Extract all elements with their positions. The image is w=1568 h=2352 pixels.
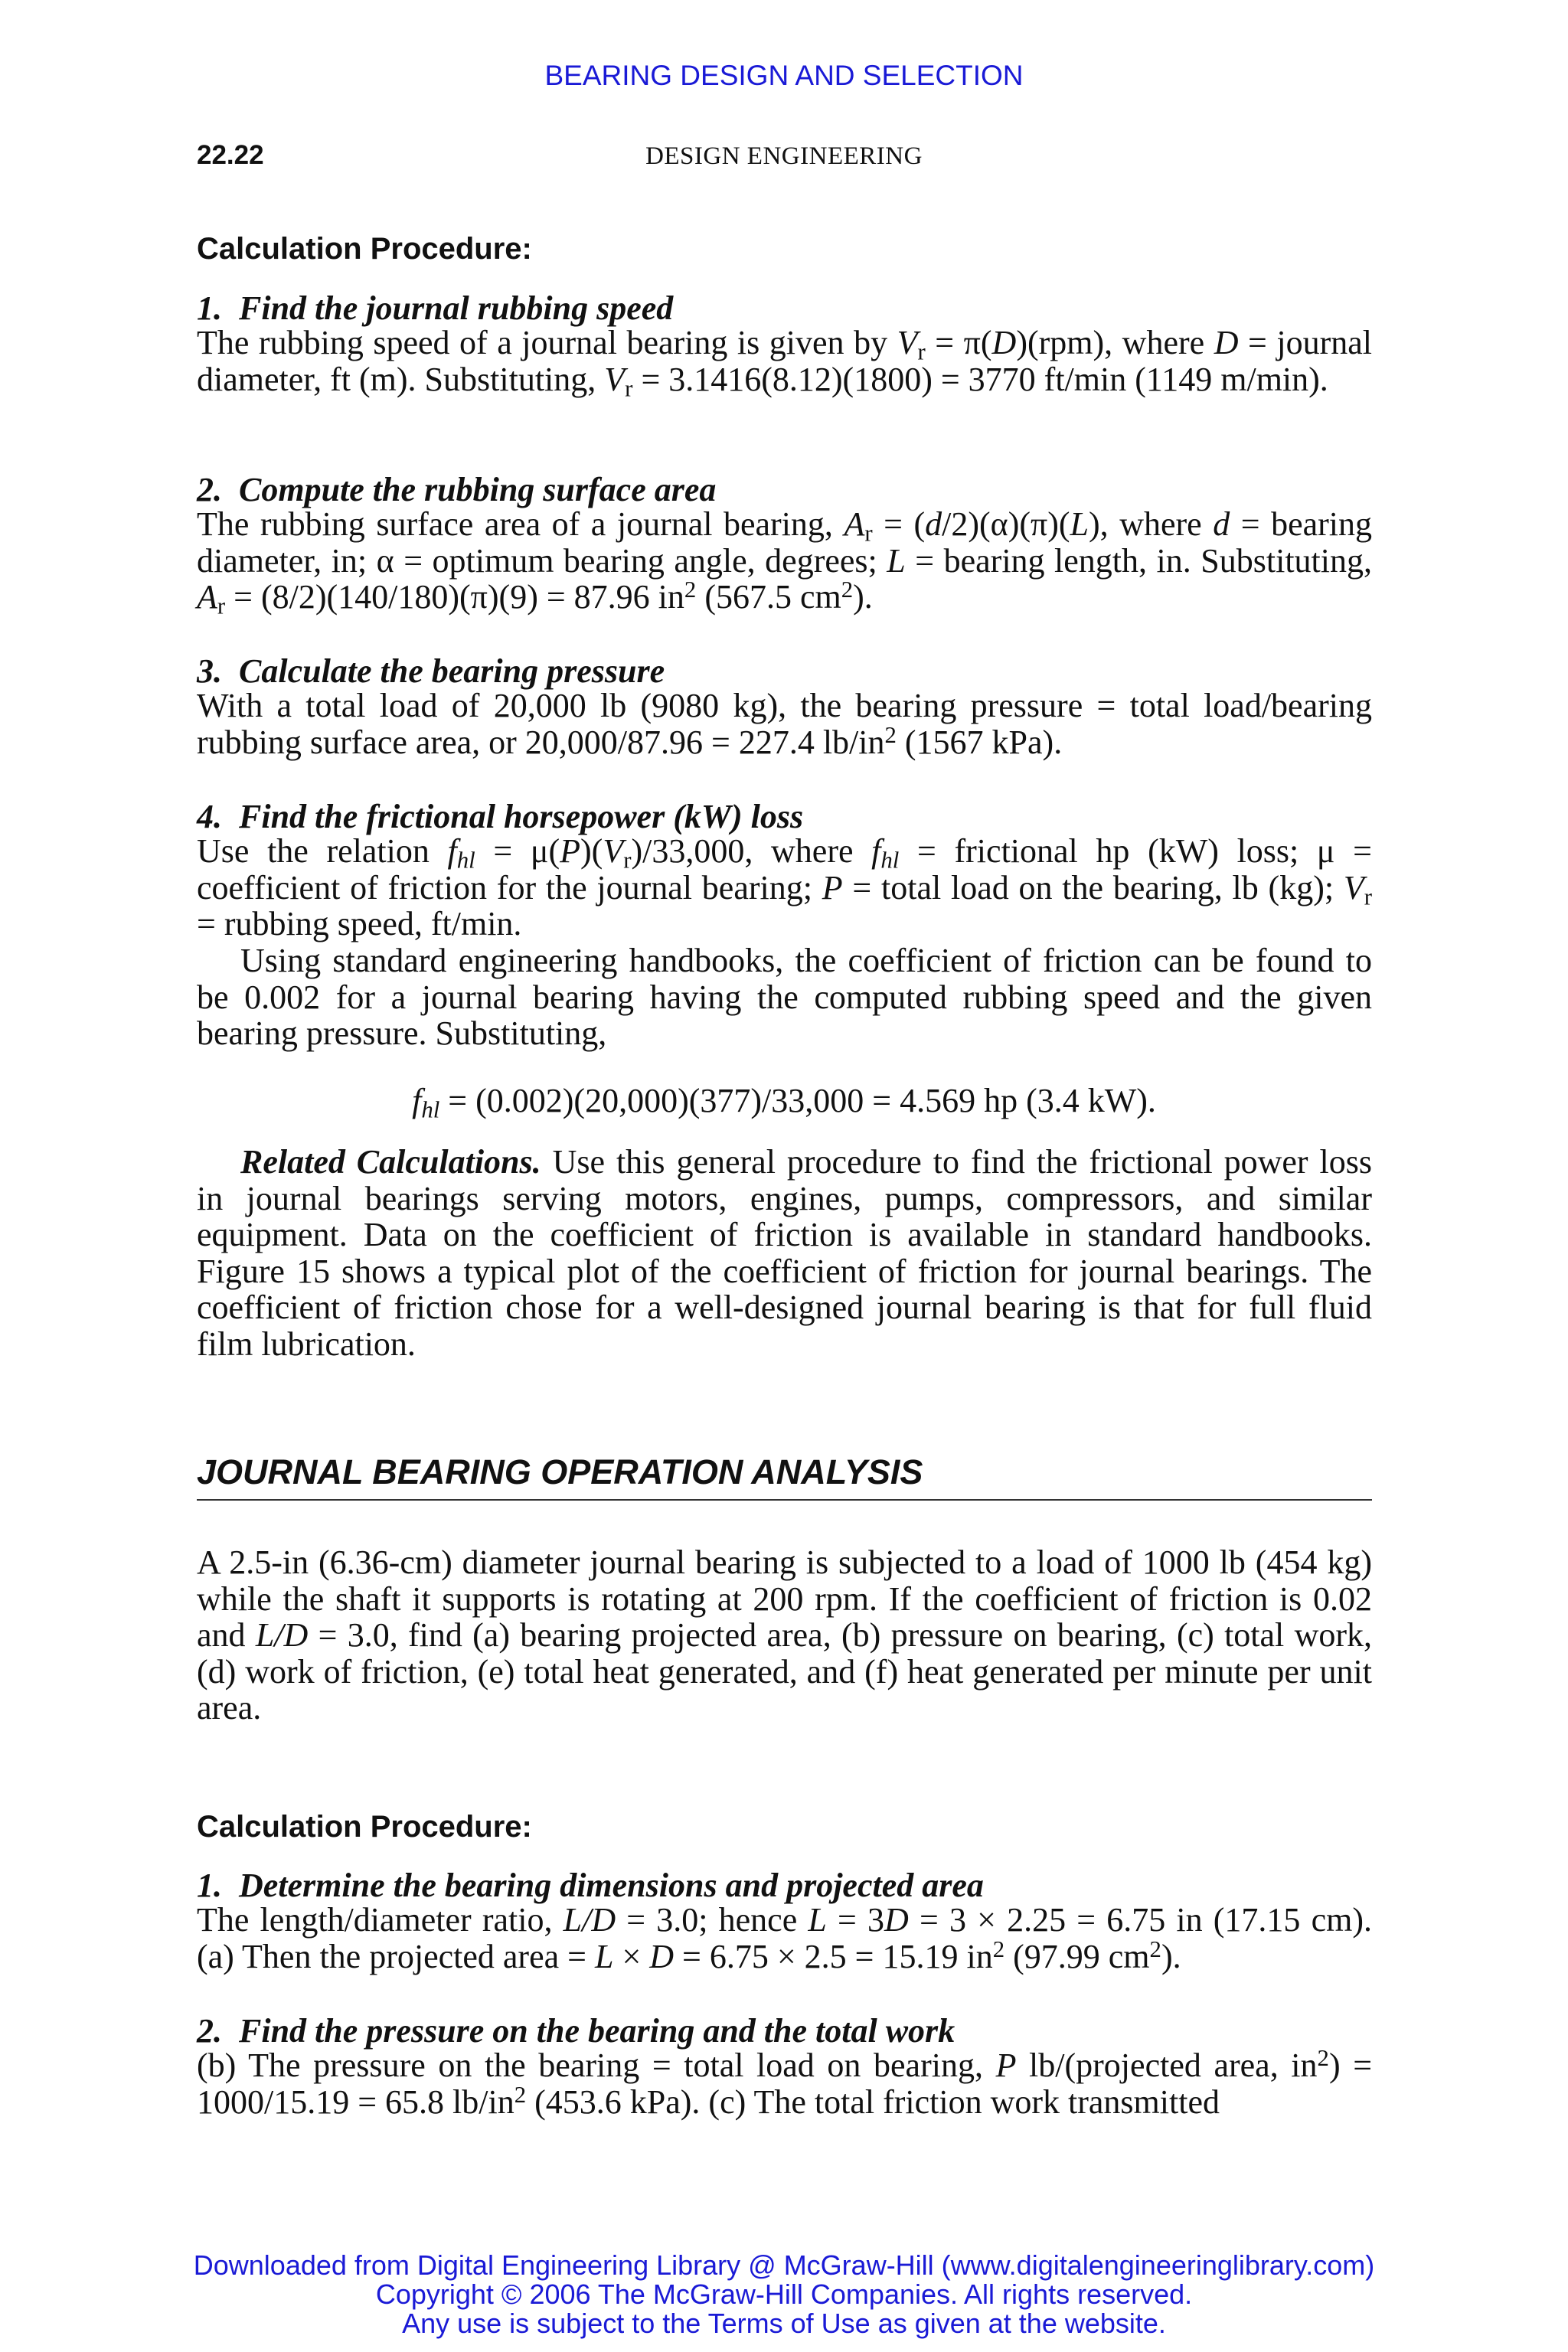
step-number: 1. (197, 1867, 222, 1904)
footer-notice (0, 2251, 1568, 2338)
step-number: 3. (197, 652, 222, 690)
step-title: Find the journal rubbing speed (239, 289, 674, 327)
footer-copyright: Copyright © 2006 The McGraw-Hill Companies. All rights reserved. (375, 2278, 1193, 2310)
step-body: The rubbing surface area of a journal bearing, $A_r = (d/2)(\alpha)(\pi)(L)$, where d = bearing diameter, in; α = optimum bearing angle, degrees; L = bearing length, in. Substituting, $A_r = (8/2)(140/180)(\pi)(9) = 87.96$ $in^2$ (567.5 $cm^2$). (197, 505, 1373, 619)
step-body-continued: Using standard engineering handbooks, the coefficient of friction can be found to be 0.002 for a journal bearing having the computed rubbing speed and the given bearing pressure. Substituting, (197, 942, 1372, 1052)
procedure-heading: Calculation Procedure: (197, 1810, 532, 1844)
step-number: 4. (197, 798, 222, 835)
section-rule (197, 1499, 1372, 1501)
chapter-title: DESIGN ENGINEERING (645, 142, 923, 170)
step-heading (197, 470, 1372, 509)
section-title: JOURNAL BEARING OPERATION ANALYSIS (197, 1452, 923, 1491)
equation: $f_{hl} = (0.002)(20,000)(377)/33,000 = 4.569$ hp (3.4 kW). (412, 1082, 1156, 1123)
related-calculations: Related Calculations. Use this general procedure to find the frictional power loss in journal bearings serving motors, engines, pumps, compressors, and similar equipment. Data on the coefficient of friction is available in standard handbooks. Figure 15 shows a typical plot of the coefficient of friction for journal bearings. The coefficient of friction chose for a well-designed journal bearing is that for full fluid film lubrication. (197, 1143, 1372, 1363)
page-number: 22.22 (197, 140, 264, 170)
footer-terms: Any use is subject to the Terms of Use as given at the website. (402, 2308, 1166, 2339)
step-body: The length/diameter ratio, L/D = 3.0; hence L = 3D = 3 × 2.25 = 6.75 in (17.15 cm). (a) Then the projected area = L × D = 6.75 × 2.5 = 15.19 $in^2$ (97.99 $cm^2$). (197, 1901, 1372, 1975)
step-title: Compute the rubbing surface area (239, 471, 717, 508)
step-body: The rubbing speed of a journal bearing is given by $V_r = \pi(D)(rpm)$, where D = journal diameter, ft (m). Substituting, $V_r = 3.1416(8.12)(1800) = 3770$ ft/min (1149 m/min). (197, 324, 1372, 402)
step-heading (197, 289, 1372, 328)
step-heading (197, 652, 1372, 691)
procedure-heading: Calculation Procedure: (197, 232, 532, 266)
running-title: BEARING DESIGN AND SELECTION (544, 60, 1024, 91)
step-number: 2. (197, 471, 222, 508)
step-title: Determine the bearing dimensions and projected area (239, 1867, 984, 1904)
step-heading (197, 1866, 1372, 1905)
step-title: Find the pressure on the bearing and the total work (239, 2012, 956, 2050)
step-number: 2. (197, 2012, 222, 2050)
step-heading (197, 2011, 1372, 2050)
step-body: With a total load of 20,000 lb (9080 kg), the bearing pressure = total load/bearing rubbing surface area, or 20,000/87.96 = 227.4 $lb/in^2$ (1567 kPa). (197, 687, 1372, 761)
related-label: Related Calculations. (240, 1143, 541, 1181)
footer-download-link[interactable]: Downloaded from Digital Engineering Library @ McGraw-Hill (www.digitalengineeringlibrary.com) (193, 2249, 1375, 2281)
step-title: Calculate the bearing pressure (239, 652, 665, 690)
step-number: 1. (197, 289, 222, 327)
problem-statement: A 2.5-in (6.36-cm) diameter journal bearing is subjected to a load of 1000 lb (454 kg) while the shaft it supports is rotating at 200 rpm. If the coefficient of friction is 0.02 and L/D = 3.0, find (a) bearing projected area, (b) pressure on bearing, (c) total work, (d) work of friction, (e) total heat generated, and (f) heat generated per minute per unit area. (197, 1544, 1372, 1726)
step-heading (197, 797, 1372, 836)
step-body: (b) The pressure on the bearing = total load on bearing, P lb/(projected area, $in^2) = 1000/15.19 = 65.8$ $lb/in^2$ (453.6 kPa). (c) The total friction work transmitted (197, 2045, 1373, 2121)
step-title: Find the frictional horsepower (kW) loss (239, 798, 804, 835)
step-body: Use the relation $f_{hl} = \mu(P)(V_r)/33,000$, where $f_{hl}$ = frictional hp (kW) loss; μ = coefficient of friction for the journal bearing; P = total load on the bearing, lb (kg); $V_r$ = rubbing speed, ft/min. (197, 832, 1372, 942)
